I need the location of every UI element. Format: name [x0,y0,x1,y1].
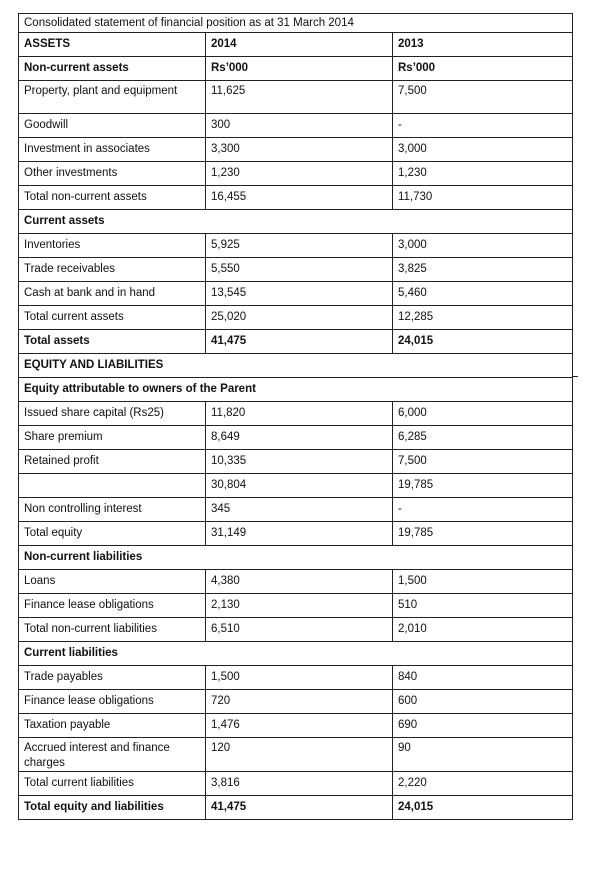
table-row [19,738,573,772]
value-2013: 3,825 [393,258,573,282]
value-2013: 2,010 [393,618,573,642]
table-row [19,114,573,138]
table-row [19,570,573,594]
table-row [19,450,573,474]
value-2014: 1,476 [206,714,393,738]
table-row [19,772,573,796]
table-row [19,186,573,210]
row-label: Total equity and liabilities [19,796,206,820]
row-label: Total assets [19,330,206,354]
value-2013: 11,730 [393,186,573,210]
table-row [19,378,573,402]
value-2014: 16,455 [206,186,393,210]
value-2013: 5,460 [393,282,573,306]
row-label: Trade payables [19,666,206,690]
header-assets-label: ASSETS [19,33,206,57]
value-2014: 3,816 [206,772,393,796]
table-row [19,234,573,258]
table-row [19,796,573,820]
value-2013: 840 [393,666,573,690]
statement-body [19,14,573,820]
value-2014: 13,545 [206,282,393,306]
row-label: Taxation payable [19,714,206,738]
table-row [19,162,573,186]
value-2014: 2,130 [206,594,393,618]
value-2013: Rs’000 [393,57,573,81]
value-2014: 300 [206,114,393,138]
table-row [19,498,573,522]
value-2013: 1,230 [393,162,573,186]
row-label: Finance lease obligations [19,594,206,618]
value-2014: 4,380 [206,570,393,594]
row-label: Retained profit [19,450,206,474]
row-label [19,474,206,498]
title-row [19,14,573,33]
row-label: Share premium [19,426,206,450]
row-label: Trade receivables [19,258,206,282]
value-2013: 600 [393,690,573,714]
table-row [19,426,573,450]
value-2014: 720 [206,690,393,714]
value-2013: - [393,498,573,522]
value-2014: 1,500 [206,666,393,690]
table-row [19,258,573,282]
table-row [19,522,573,546]
table-row [19,714,573,738]
section-heading: Non-current liabilities [19,546,573,570]
row-label: Non controlling interest [19,498,206,522]
table-row [19,306,573,330]
value-2013: 690 [393,714,573,738]
table-row [19,642,573,666]
value-2014: 6,510 [206,618,393,642]
value-2014: 10,335 [206,450,393,474]
table-row [19,546,573,570]
value-2014: 31,149 [206,522,393,546]
row-label: Other investments [19,162,206,186]
table-row [19,594,573,618]
value-2014: 120 [206,738,393,772]
header-year-2014: 2014 [206,33,393,57]
value-2014: 5,550 [206,258,393,282]
table-row [19,57,573,81]
value-2014: 1,230 [206,162,393,186]
table-row [19,282,573,306]
table-row [19,330,573,354]
value-2014: 41,475 [206,330,393,354]
value-2013: - [393,114,573,138]
statement-table [18,13,573,820]
value-2013: 1,500 [393,570,573,594]
value-2013: 19,785 [393,474,573,498]
value-2014: 41,475 [206,796,393,820]
row-label: Total current liabilities [19,772,206,796]
value-2013: 19,785 [393,522,573,546]
row-label: Loans [19,570,206,594]
row-label: Total current assets [19,306,206,330]
row-label: Total non-current liabilities [19,618,206,642]
value-2013: 24,015 [393,330,573,354]
value-2014: 30,804 [206,474,393,498]
value-2014: 3,300 [206,138,393,162]
header-year-2013: 2013 [393,33,573,57]
value-2014: 11,820 [206,402,393,426]
value-2014: 8,649 [206,426,393,450]
section-heading: EQUITY AND LIABILITIES [19,354,573,378]
table-row [19,474,573,498]
row-label: Cash at bank and in hand [19,282,206,306]
value-2014: 11,625 [206,81,393,114]
row-label: Issued share capital (Rs25) [19,402,206,426]
value-2013: 7,500 [393,450,573,474]
value-2013: 510 [393,594,573,618]
row-label: Investment in associates [19,138,206,162]
value-2014: 345 [206,498,393,522]
value-2013: 24,015 [393,796,573,820]
value-2014: 5,925 [206,234,393,258]
table-row [19,618,573,642]
row-label: Finance lease obligations [19,690,206,714]
table-row [19,81,573,114]
header-row [19,33,573,57]
value-2013: 12,285 [393,306,573,330]
row-label: Inventories [19,234,206,258]
value-2014: 25,020 [206,306,393,330]
border-stub [572,376,578,377]
row-label: Goodwill [19,114,206,138]
value-2013: 90 [393,738,573,772]
row-label: Non-current assets [19,57,206,81]
value-2013: 6,285 [393,426,573,450]
row-label: Property, plant and equipment [19,81,206,114]
table-row [19,666,573,690]
table-row [19,210,573,234]
table-row [19,138,573,162]
statement-title: Consolidated statement of financial position as at 31 March 2014 [19,14,573,33]
value-2013: 3,000 [393,138,573,162]
value-2013: 3,000 [393,234,573,258]
row-label: Accrued interest and finance charges [19,738,206,772]
financial-statement [18,13,572,820]
row-label: Total equity [19,522,206,546]
value-2014: Rs’000 [206,57,393,81]
section-heading: Current liabilities [19,642,573,666]
section-heading: Current assets [19,210,573,234]
table-row [19,354,573,378]
value-2013: 7,500 [393,81,573,114]
value-2013: 6,000 [393,402,573,426]
table-row [19,402,573,426]
row-label: Total non-current assets [19,186,206,210]
value-2013: 2,220 [393,772,573,796]
table-row [19,690,573,714]
section-heading: Equity attributable to owners of the Parent [19,378,573,402]
